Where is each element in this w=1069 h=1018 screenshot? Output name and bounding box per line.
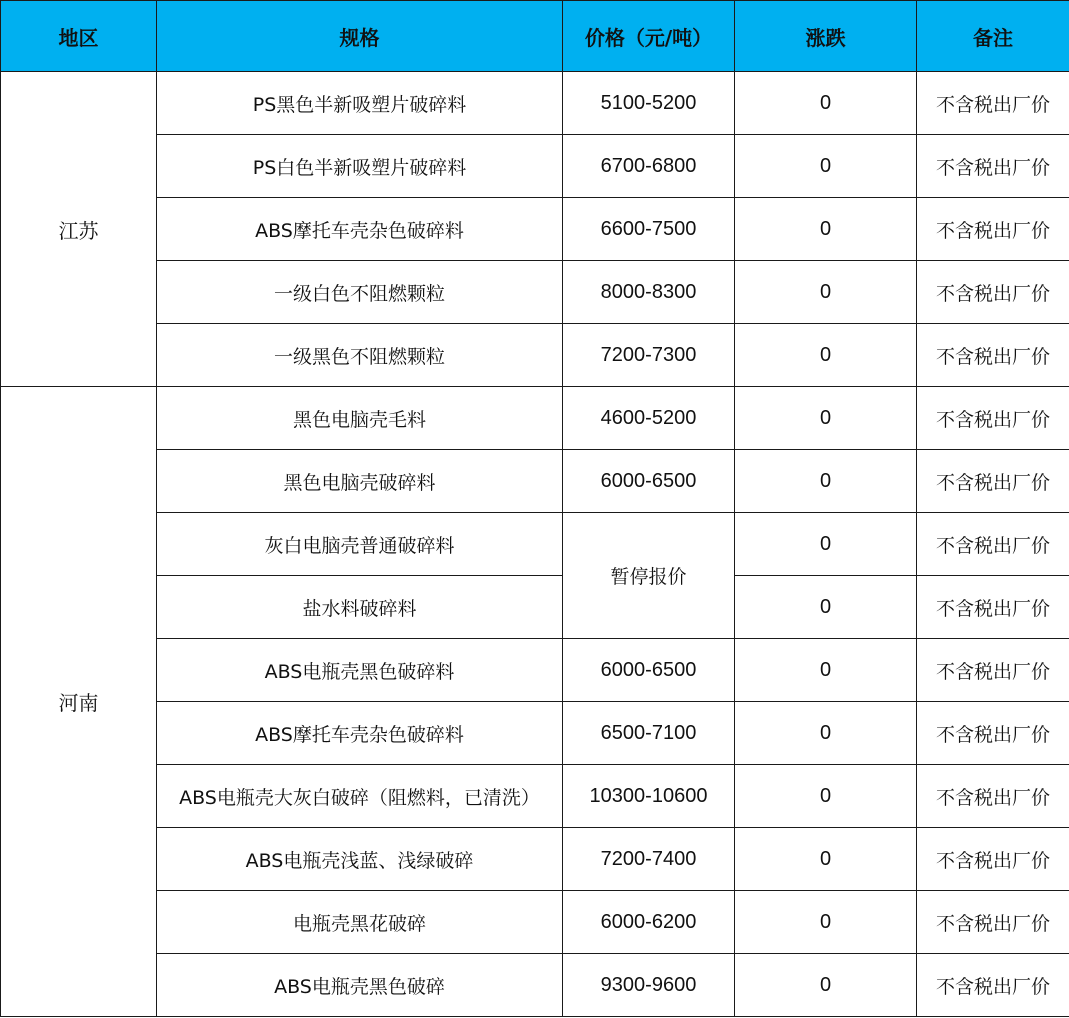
price-cell: 7200-7300 bbox=[563, 324, 735, 387]
note-cell: 不含税出厂价 bbox=[917, 450, 1069, 513]
change-cell: 0 bbox=[735, 513, 917, 576]
table-row bbox=[1, 324, 1069, 387]
spec-cell: ABS摩托车壳杂色破碎料 bbox=[157, 198, 563, 261]
table-row bbox=[1, 576, 1069, 639]
change-cell: 0 bbox=[735, 954, 917, 1017]
change-cell: 0 bbox=[735, 702, 917, 765]
price-cell: 6000-6200 bbox=[563, 891, 735, 954]
price-cell: 4600-5200 bbox=[563, 387, 735, 450]
change-cell: 0 bbox=[735, 765, 917, 828]
price-cell: 6600-7500 bbox=[563, 198, 735, 261]
spec-cell: ABS电瓶壳黑色破碎 bbox=[157, 954, 563, 1017]
table-row bbox=[1, 261, 1069, 324]
change-cell: 0 bbox=[735, 639, 917, 702]
table-row bbox=[1, 387, 1069, 450]
table-row bbox=[1, 135, 1069, 198]
spec-cell: ABS电瓶壳浅蓝、浅绿破碎 bbox=[157, 828, 563, 891]
spec-cell: ABS摩托车壳杂色破碎料 bbox=[157, 702, 563, 765]
table-row bbox=[1, 954, 1069, 1017]
note-cell: 不含税出厂价 bbox=[917, 135, 1069, 198]
price-cell-merged: 暂停报价 bbox=[563, 513, 735, 639]
price-cell: 6000-6500 bbox=[563, 450, 735, 513]
change-cell: 0 bbox=[735, 576, 917, 639]
spec-cell: 电瓶壳黑花破碎 bbox=[157, 891, 563, 954]
spec-cell: 一级黑色不阻燃颗粒 bbox=[157, 324, 563, 387]
price-cell: 9300-9600 bbox=[563, 954, 735, 1017]
change-cell: 0 bbox=[735, 261, 917, 324]
table-row bbox=[1, 72, 1069, 135]
region-cell-jiangsu: 江苏 bbox=[1, 72, 157, 387]
region-cell-henan: 河南 bbox=[1, 387, 157, 1017]
note-cell: 不含税出厂价 bbox=[917, 261, 1069, 324]
price-cell: 8000-8300 bbox=[563, 261, 735, 324]
spec-cell: 黑色电脑壳破碎料 bbox=[157, 450, 563, 513]
header-price: 价格（元/吨） bbox=[563, 1, 735, 72]
spec-cell: ABS电瓶壳黑色破碎料 bbox=[157, 639, 563, 702]
price-cell: 10300-10600 bbox=[563, 765, 735, 828]
change-cell: 0 bbox=[735, 891, 917, 954]
note-cell: 不含税出厂价 bbox=[917, 891, 1069, 954]
price-cell: 5100-5200 bbox=[563, 72, 735, 135]
spec-cell: 一级白色不阻燃颗粒 bbox=[157, 261, 563, 324]
note-cell: 不含税出厂价 bbox=[917, 513, 1069, 576]
note-cell: 不含税出厂价 bbox=[917, 639, 1069, 702]
change-cell: 0 bbox=[735, 198, 917, 261]
header-spec: 规格 bbox=[157, 1, 563, 72]
price-cell: 7200-7400 bbox=[563, 828, 735, 891]
table-row bbox=[1, 198, 1069, 261]
table-row bbox=[1, 828, 1069, 891]
spec-cell: PS白色半新吸塑片破碎料 bbox=[157, 135, 563, 198]
table-row bbox=[1, 450, 1069, 513]
table-row bbox=[1, 513, 1069, 576]
price-cell: 6500-7100 bbox=[563, 702, 735, 765]
note-cell: 不含税出厂价 bbox=[917, 828, 1069, 891]
change-cell: 0 bbox=[735, 135, 917, 198]
price-cell: 6700-6800 bbox=[563, 135, 735, 198]
note-cell: 不含税出厂价 bbox=[917, 324, 1069, 387]
header-change: 涨跌 bbox=[735, 1, 917, 72]
spec-cell: 黑色电脑壳毛料 bbox=[157, 387, 563, 450]
note-cell: 不含税出厂价 bbox=[917, 72, 1069, 135]
table-row bbox=[1, 639, 1069, 702]
change-cell: 0 bbox=[735, 324, 917, 387]
change-cell: 0 bbox=[735, 387, 917, 450]
change-cell: 0 bbox=[735, 72, 917, 135]
table-row bbox=[1, 702, 1069, 765]
note-cell: 不含税出厂价 bbox=[917, 954, 1069, 1017]
change-cell: 0 bbox=[735, 450, 917, 513]
header-row bbox=[1, 1, 1069, 72]
note-cell: 不含税出厂价 bbox=[917, 198, 1069, 261]
spec-cell: PS黑色半新吸塑片破碎料 bbox=[157, 72, 563, 135]
note-cell: 不含税出厂价 bbox=[917, 387, 1069, 450]
change-cell: 0 bbox=[735, 828, 917, 891]
table-row bbox=[1, 891, 1069, 954]
spec-cell: ABS电瓶壳大灰白破碎（阻燃料，已清洗） bbox=[157, 765, 563, 828]
table-row bbox=[1, 765, 1069, 828]
note-cell: 不含税出厂价 bbox=[917, 576, 1069, 639]
note-cell: 不含税出厂价 bbox=[917, 765, 1069, 828]
header-note: 备注 bbox=[917, 1, 1069, 72]
header-region: 地区 bbox=[1, 1, 157, 72]
price-cell: 6000-6500 bbox=[563, 639, 735, 702]
note-cell: 不含税出厂价 bbox=[917, 702, 1069, 765]
spec-cell: 盐水料破碎料 bbox=[157, 576, 563, 639]
spec-cell: 灰白电脑壳普通破碎料 bbox=[157, 513, 563, 576]
